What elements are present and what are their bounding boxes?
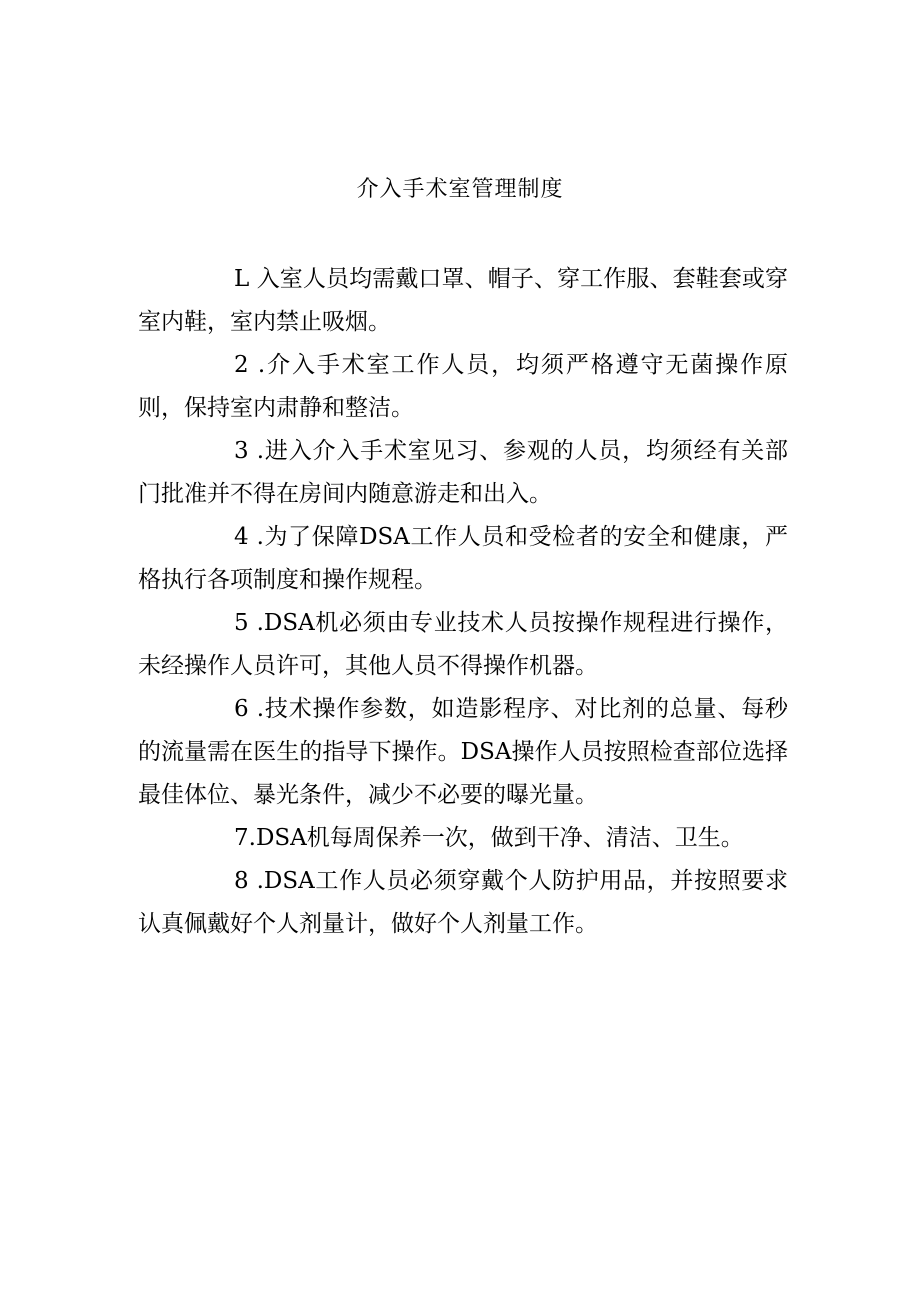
rule-item-6	[138, 688, 788, 817]
rule-text: .进入介入手术室见习、参观的人员，均须经有关部门批准并不得在房间内随意游走和出入。	[138, 438, 789, 507]
rule-number: 3	[234, 438, 249, 464]
rule-item-1	[138, 258, 788, 344]
rule-item-5	[138, 602, 788, 688]
rule-item-7	[138, 817, 788, 860]
rule-item-2	[138, 344, 788, 430]
rule-text: 入室人员均需戴口罩、帽子、穿工作服、套鞋套或穿室内鞋，室内禁止吸烟。	[138, 266, 789, 335]
rule-number: 2	[234, 352, 249, 378]
rule-text: .为了保障DSA工作人员和受检者的安全和健康，严格执行各项制度和操作规程。	[138, 524, 789, 593]
rule-text: .DSA机必须由专业技术人员按操作规程进行操作，未经操作人员许可，其他人员不得操作机器。	[138, 610, 789, 679]
rule-number: 8	[234, 868, 249, 894]
rule-number: 7	[234, 825, 249, 851]
rule-item-3	[138, 430, 788, 516]
document-title: 介入手术室管理制度	[356, 177, 564, 202]
rule-text: .DSA机每周保养一次，做到干净、清洁、卫生。	[248, 825, 744, 851]
rule-number: 6	[234, 696, 249, 722]
rule-number: 4	[234, 524, 249, 550]
rule-number: L	[234, 266, 250, 292]
document-body	[138, 258, 788, 946]
rule-number: 5	[234, 610, 249, 636]
rule-item-4	[138, 516, 788, 602]
rule-text: .介入手术室工作人员，均须严格遵守无菌操作原则，保持室内肃静和整洁。	[138, 352, 789, 421]
rule-item-8	[138, 860, 788, 946]
rule-text: .技术操作参数，如造影程序、对比剂的总量、每秒的流量需在医生的指导下操作。DSA操作人员按照检查部位选择最佳体位、暴光条件，减少不必要的曝光量。	[138, 696, 789, 808]
rule-text: .DSA工作人员必须穿戴个人防护用品，并按照要求认真佩戴好个人剂量计，做好个人剂量工作。	[138, 868, 789, 937]
